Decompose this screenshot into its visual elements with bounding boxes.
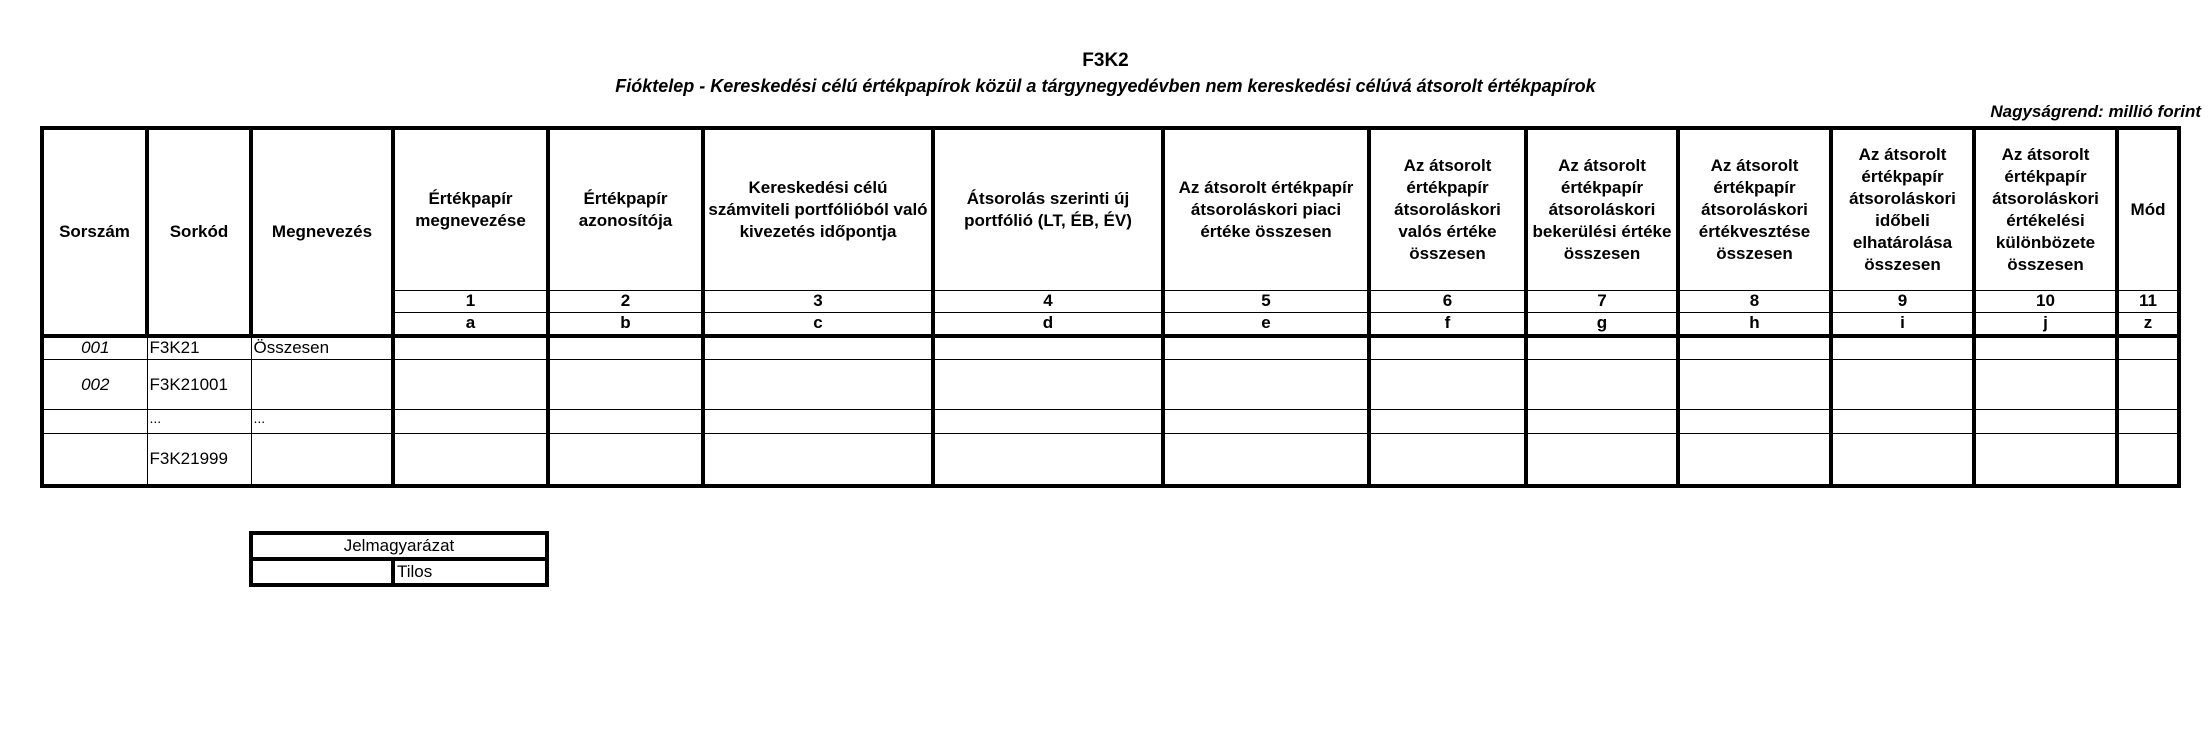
col-number: 2 [548, 290, 703, 312]
data-cell[interactable] [1369, 410, 1526, 434]
table-row [42, 360, 2179, 410]
col-header-sorkod: Sorkód [147, 128, 251, 336]
legend-table [249, 531, 549, 587]
col-letter: g [1526, 312, 1678, 336]
data-cell[interactable] [2117, 336, 2179, 360]
data-cell[interactable] [1369, 360, 1526, 410]
data-cell[interactable] [1678, 410, 1831, 434]
col-header-11: Mód [2117, 128, 2179, 290]
data-cell[interactable] [1974, 410, 2117, 434]
col-number: 7 [1526, 290, 1678, 312]
data-cell[interactable] [1678, 434, 1831, 486]
data-cell[interactable] [703, 434, 933, 486]
data-cell[interactable] [933, 410, 1163, 434]
col-letter: z [2117, 312, 2179, 336]
data-cell[interactable] [1163, 410, 1369, 434]
data-cell[interactable] [703, 336, 933, 360]
col-header-8: Az átsorolt értékpapír átsoroláskori értékvesztése összesen [1678, 128, 1831, 290]
col-letter: e [1163, 312, 1369, 336]
row-sorszam: 002 [42, 360, 147, 410]
data-cell[interactable] [1526, 336, 1678, 360]
data-cell[interactable] [933, 360, 1163, 410]
data-cell[interactable] [2117, 434, 2179, 486]
data-cell[interactable] [1369, 434, 1526, 486]
report-code: F3K2 [1082, 50, 1129, 71]
data-cell[interactable] [933, 336, 1163, 360]
row-megnevezes: ... [251, 410, 393, 434]
data-cell[interactable] [1831, 434, 1974, 486]
legend-item-tilos: Tilos [393, 559, 547, 585]
row-megnevezes: Összesen [251, 336, 393, 360]
table-row [42, 434, 2179, 486]
data-cell[interactable] [548, 410, 703, 434]
table-row [42, 410, 2179, 434]
col-number: 4 [933, 290, 1163, 312]
data-cell[interactable] [548, 336, 703, 360]
col-number: 1 [393, 290, 548, 312]
col-number: 6 [1369, 290, 1526, 312]
col-number: 9 [1831, 290, 1974, 312]
col-letter: d [933, 312, 1163, 336]
col-letter: i [1831, 312, 1974, 336]
legend-title: Jelmagyarázat [251, 533, 547, 559]
data-cell[interactable] [1831, 360, 1974, 410]
col-header-9: Az átsorolt értékpapír átsoroláskori időbeli elhatárolása összesen [1831, 128, 1974, 290]
data-cell[interactable] [2117, 410, 2179, 434]
data-cell[interactable] [1526, 434, 1678, 486]
col-header-3: Kereskedési célú számviteli portfólióból való kivezetés időpontja [703, 128, 933, 290]
row-sorkod: F3K21 [147, 336, 251, 360]
col-number: 8 [1678, 290, 1831, 312]
data-cell[interactable] [1974, 360, 2117, 410]
unit-label: Nagyságrend: millió forint [1990, 102, 2201, 121]
data-cell[interactable] [1526, 360, 1678, 410]
col-header-2: Értékpapír azonosítója [548, 128, 703, 290]
col-number: 11 [2117, 290, 2179, 312]
col-header-7: Az átsorolt értékpapír átsoroláskori bekerülési értéke összesen [1526, 128, 1678, 290]
col-letter: c [703, 312, 933, 336]
data-cell[interactable] [393, 434, 548, 486]
data-cell[interactable] [1678, 360, 1831, 410]
data-cell[interactable] [1831, 410, 1974, 434]
table-row [42, 336, 2179, 360]
col-header-1: Értékpapír megnevezése [393, 128, 548, 290]
data-cell[interactable] [548, 360, 703, 410]
data-cell[interactable] [1974, 434, 2117, 486]
data-cell[interactable] [933, 434, 1163, 486]
row-sorkod: F3K21001 [147, 360, 251, 410]
row-sorszam: 001 [42, 336, 147, 360]
data-cell[interactable] [393, 336, 548, 360]
col-number: 3 [703, 290, 933, 312]
data-cell[interactable] [1163, 434, 1369, 486]
row-megnevezes [251, 360, 393, 410]
row-sorkod: F3K21999 [147, 434, 251, 486]
col-header-5: Az átsorolt értékpapír átsoroláskori piaci értéke összesen [1163, 128, 1369, 290]
col-header-4: Átsorolás szerinti új portfólió (LT, ÉB, ÉV) [933, 128, 1163, 290]
data-cell[interactable] [703, 410, 933, 434]
col-letter: h [1678, 312, 1831, 336]
row-sorszam [42, 410, 147, 434]
legend-swatch [251, 559, 393, 585]
col-letter: f [1369, 312, 1526, 336]
col-header-sorszam: Sorszám [42, 128, 147, 336]
row-sorkod: ... [147, 410, 251, 434]
col-letter: b [548, 312, 703, 336]
data-cell[interactable] [1163, 360, 1369, 410]
col-header-megnevezes: Megnevezés [251, 128, 393, 336]
col-header-10: Az átsorolt értékpapír átsoroláskori értékelési különbözete összesen [1974, 128, 2117, 290]
col-header-6: Az átsorolt értékpapír átsoroláskori valós értéke összesen [1369, 128, 1526, 290]
row-sorszam [42, 434, 147, 486]
col-letter: j [1974, 312, 2117, 336]
data-cell[interactable] [1369, 336, 1526, 360]
data-cell[interactable] [703, 360, 933, 410]
data-cell[interactable] [393, 360, 548, 410]
data-cell[interactable] [1831, 336, 1974, 360]
data-cell[interactable] [1163, 336, 1369, 360]
data-table [40, 126, 2181, 488]
row-megnevezes [251, 434, 393, 486]
col-letter: a [393, 312, 548, 336]
report-subtitle: Fióktelep - Kereskedési célú értékpapírok közül a tárgynegyedévben nem kereskedési célúvá átsorolt értékpapírok [615, 76, 1596, 96]
data-cell[interactable] [393, 410, 548, 434]
data-cell[interactable] [1526, 410, 1678, 434]
data-cell[interactable] [2117, 360, 2179, 410]
col-number: 5 [1163, 290, 1369, 312]
data-cell[interactable] [1974, 336, 2117, 360]
data-cell[interactable] [548, 434, 703, 486]
col-number: 10 [1974, 290, 2117, 312]
data-cell[interactable] [1678, 336, 1831, 360]
